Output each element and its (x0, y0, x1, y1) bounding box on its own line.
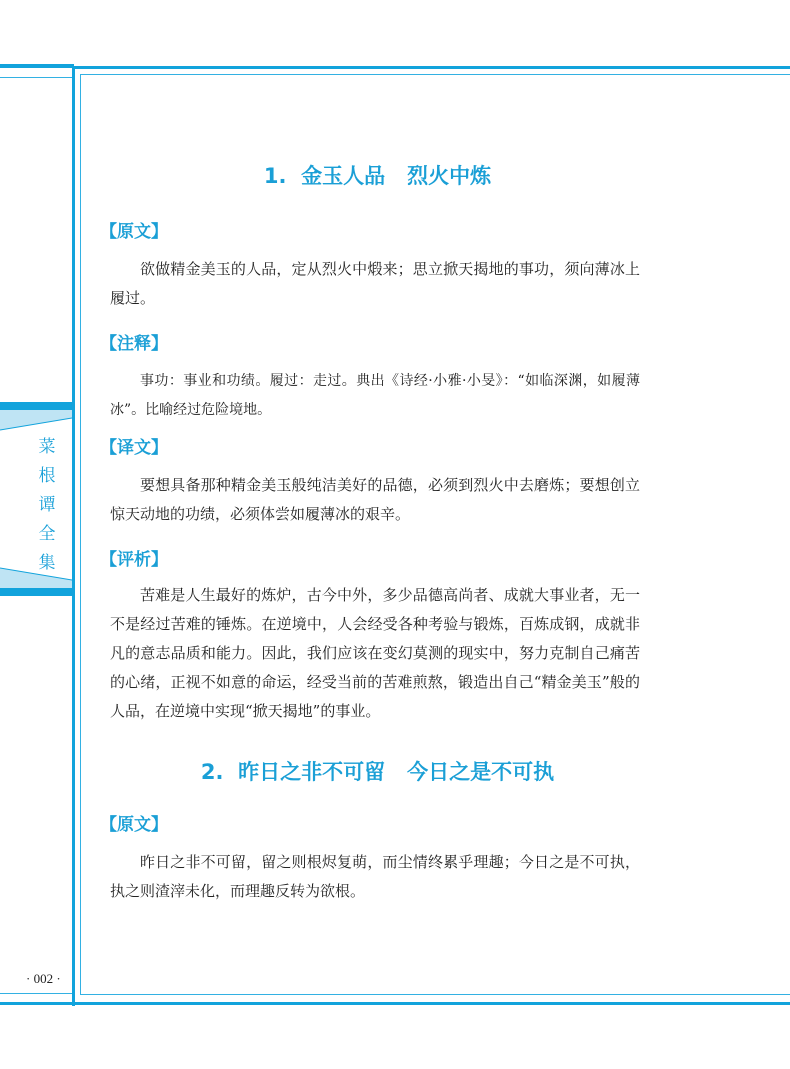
top-border-left (0, 64, 74, 68)
left-inner-border (80, 74, 81, 994)
page-number: · 002 · (26, 971, 61, 986)
book-title-char: 全 (38, 524, 56, 544)
section-label-original: 【原文】 (100, 222, 168, 242)
section-title: 1. 金玉人品 烈火中炼 (263, 164, 492, 188)
inner-bottom-border (80, 994, 790, 995)
paragraph-original: 昨日之非不可留，留之则根烬复萌，而尘情终累乎理趣；今日之是不可执，执之则渣滓未化，而理趣反转为欲根。 (110, 853, 640, 900)
bottom-border (0, 1002, 790, 1005)
paragraph-annotation: 事功：事业和功绩。履过：走过。典出《诗经·小雅·小旻》：“如临深渊，如履薄冰”。比喻经过危险境地。 (110, 373, 640, 418)
paragraph-analysis: 苦难是人生最好的炼炉，古今中外，多少品德高尚者、成就大事业者，无一不是经过苦难的锤炼。在逆境中，人会经受各种考验与锻炼，百炼成钢，成就非凡的意志品质和能力。因此，我们应该在变幻莫测的现实中，努力克制自己痛苦的心绪，正视不如意的命运，经受当前的苦难煎熬，锻造出自己“精金美玉”般的人品，在逆境中实现“掀天揭地”的事业。 (110, 586, 640, 720)
book-title-char: 根 (38, 466, 56, 486)
section-title: 2. 昨日之非不可留 今日之是不可执 (200, 760, 555, 784)
left-outer-border (72, 66, 75, 1006)
inner-top-border (80, 74, 790, 75)
paragraph-original: 欲做精金美玉的人品，定从烈火中煅来；思立掀天揭地的事功，须向薄冰上履过。 (110, 260, 640, 307)
left-gutter-line-top (0, 77, 72, 78)
top-border (74, 66, 790, 69)
paragraph-translation: 要想具备那种精金美玉般纯洁美好的品德，必须到烈火中去磨炼；要想创立惊天动地的功绩，必须体尝如履薄冰的艰辛。 (110, 476, 640, 523)
section-label-original: 【原文】 (100, 815, 168, 835)
book-title-char: 集 (38, 553, 56, 573)
book-title-char: 谭 (38, 495, 56, 515)
section-label-analysis: 【评析】 (100, 550, 168, 570)
section-label-annotation: 【注释】 (100, 334, 168, 354)
left-gutter-line-bottom (0, 993, 72, 994)
section-label-translation: 【译文】 (100, 438, 168, 458)
book-title-vertical (36, 433, 58, 578)
book-title-char: 菜 (38, 437, 56, 457)
